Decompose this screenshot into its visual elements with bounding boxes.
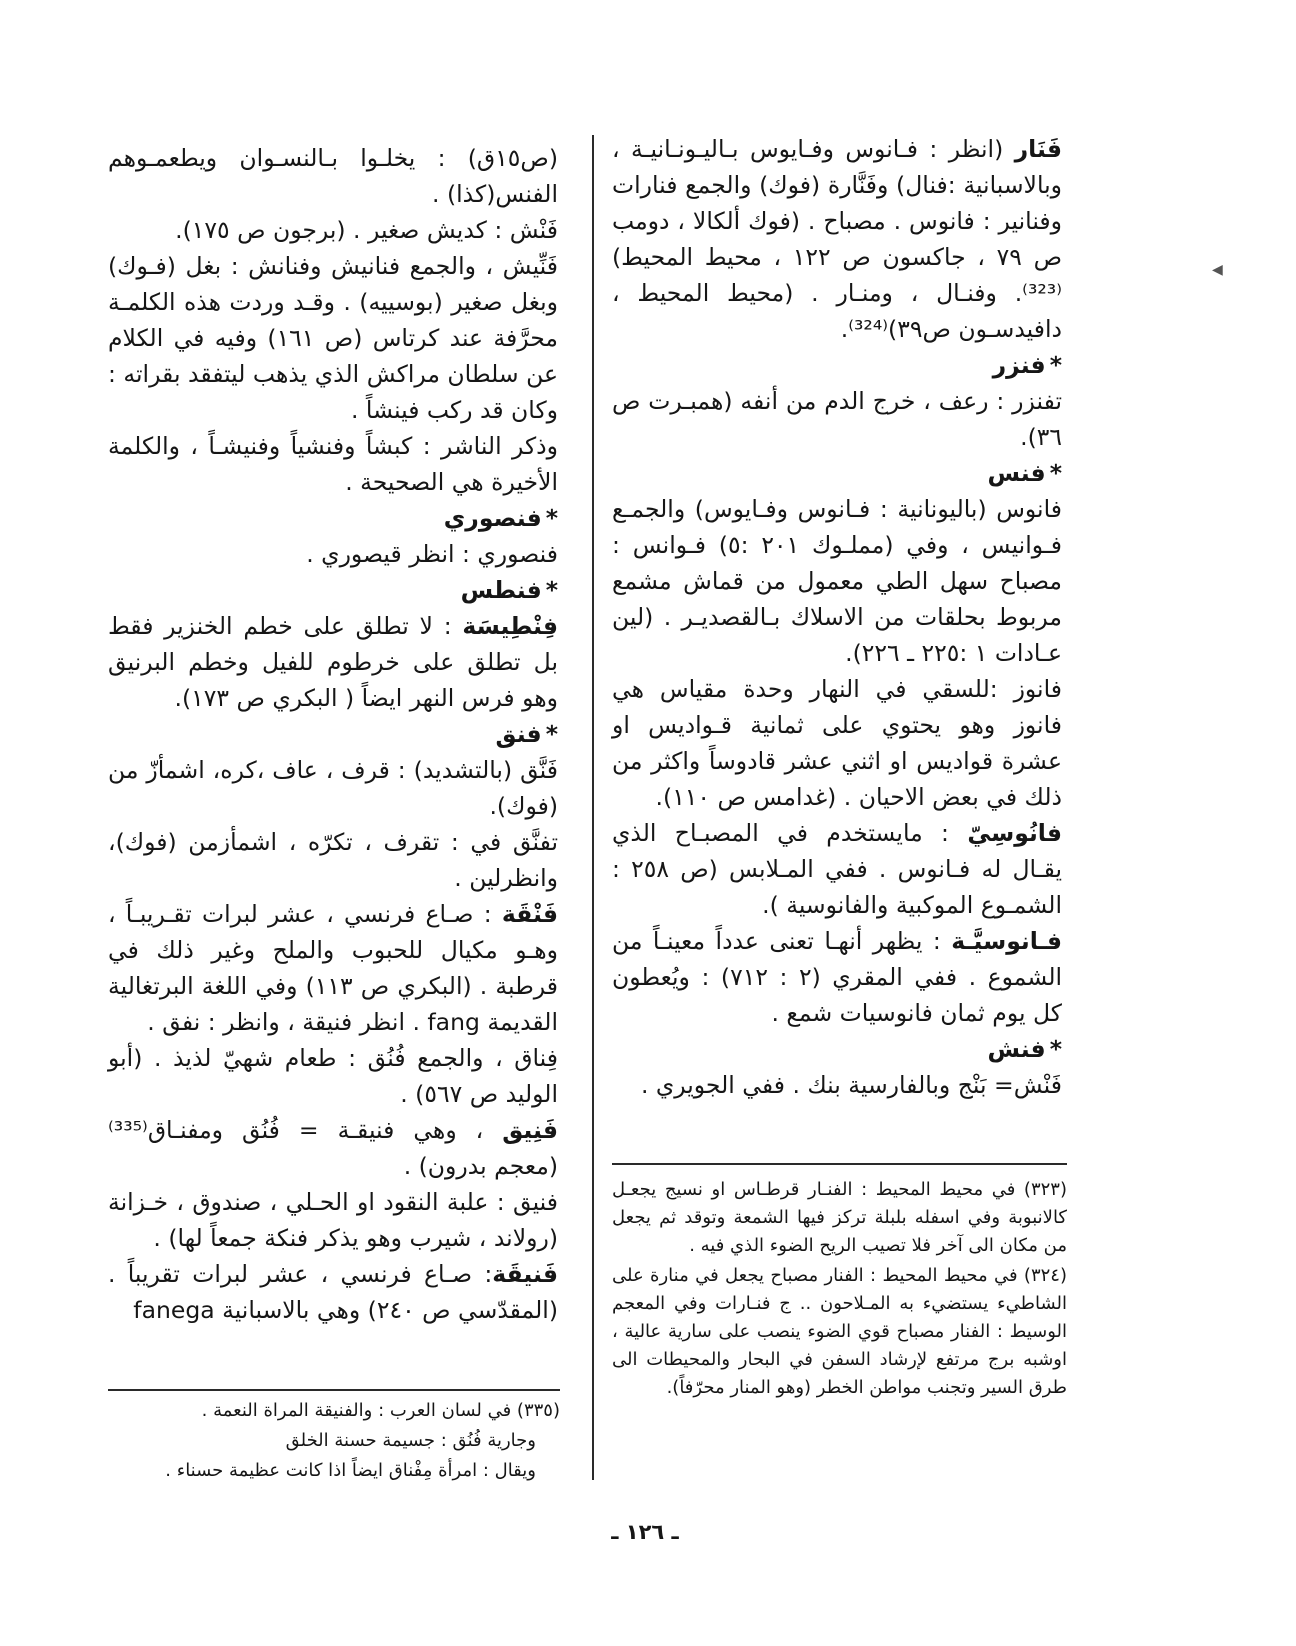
- asterisk-icon: *: [545, 504, 558, 532]
- footnote-324: (٣٢٤) في محيط المحيط : الفنار مصباح يجعل في منارة على الشاطيء يستضيء به المـلاحون .. ج فنـارات وفي المعجم الوسيط : الفنار مصباح قوي الضوء ينصب على سارية عالية ، اوشبه برج مرتفع لإرشاد السفن في البحار والمحيطات الى طرق السير وتجنب مواطن الخطر (وهو المنار محرّفاً).: [612, 1265, 1067, 1398]
- entry-text: تفنزر : رعف ، خرج الدم من أنفه (همبـرت ص ٣٦).: [612, 387, 1062, 451]
- entry-paragraph: [108, 248, 558, 428]
- entry-text: فنيق : علبة النقود او الحـلي ، صندوق ، خـزانة (رولاند ، شيرب وهو يذكر فنكة جمعاً لها) .: [108, 1188, 558, 1252]
- entry-paragraph: [108, 536, 558, 572]
- right-column: [612, 131, 1062, 1103]
- left-column: [108, 140, 558, 1328]
- entry-term: فـانوسيَّـة: [951, 927, 1062, 955]
- entry-text: فَنْش : كديش صغير . (برجون ص ١٧٥).: [175, 216, 558, 244]
- entry-text: ، وهي فنيقـة = فُنُق ومفنـاق⁽³³⁵⁾ (معجم بدرون) .: [108, 1116, 558, 1180]
- footnote-rule-left: [108, 1389, 560, 1391]
- entry-paragraph: [612, 383, 1062, 455]
- entry-term: فَنَار: [1014, 135, 1062, 163]
- asterisk-icon: *: [1049, 459, 1062, 487]
- entry-text: : صـاع فرنسي ، عشر لبرات تقريباً . (المقدّسي ص ٢٤٠) وهي بالاسبانية fanega: [108, 1260, 558, 1324]
- footnote-335-line-2: وجارية فُنُق : جسيمة حسنة الخلق: [285, 1430, 536, 1451]
- footnote-335-line-3: ويقال : امرأة مِفْناق ايضاً اذا كانت عظيمة حسناء .: [165, 1460, 536, 1481]
- entry-paragraph: [108, 896, 558, 1040]
- entry-paragraph: [108, 824, 558, 896]
- entry-paragraph: [108, 140, 558, 212]
- footnotes-right: [612, 1176, 1067, 1404]
- asterisk-icon: *: [1049, 1035, 1062, 1063]
- entry-text: فِناق ، والجمع فُنُق : طعام شهيّ لذيذ . (أبو الوليد ص ٥٦٧) .: [108, 1044, 558, 1108]
- footnote-335: (٣٣٥) في لسان العرب : والفنيقة المراة النعمة .: [201, 1400, 560, 1421]
- heading-text: فنطس: [460, 576, 542, 604]
- entry-heading: [108, 716, 558, 752]
- entry-term: فِنْطِيسَة: [462, 612, 558, 640]
- entry-text: : لا تطلق على خطم الخنزير فقط بل تطلق على خرطوم للفيل وخطم البرنيق وهو فرس النهر ايضاً ( البكري ص ١٧٣).: [108, 612, 558, 712]
- asterisk-icon: *: [1049, 351, 1062, 379]
- entry-paragraph: [108, 1040, 558, 1112]
- entry-paragraph: [612, 923, 1062, 1031]
- entry-text: فنصوري : انظر قيصوري .: [306, 540, 558, 568]
- entry-paragraph: [108, 1184, 558, 1256]
- entry-paragraph: [612, 671, 1062, 815]
- entry-heading: [612, 347, 1062, 383]
- asterisk-icon: *: [545, 720, 558, 748]
- heading-text: فنش: [987, 1035, 1046, 1063]
- margin-arrow-icon: ◀: [1212, 262, 1223, 278]
- entry-heading: [612, 1031, 1062, 1067]
- entry-term: فَنِيق: [502, 1116, 558, 1144]
- entry-text: تفنَّق في : تقرف ، تكرّه ، اشمأزمن (فوك)، وانظرلين .: [108, 828, 558, 892]
- entry-paragraph: [108, 428, 558, 500]
- entry-text: وذكر الناشر : كبشاً وفنشياً وفنيشـاً ، والكلمة الأخيرة هي الصحيحة .: [108, 432, 558, 496]
- heading-text: فنصوري: [443, 504, 542, 532]
- entry-term: فانُوسِيّ: [967, 819, 1062, 847]
- heading-text: فنس: [987, 459, 1046, 487]
- entry-term: فَنيقَة: [492, 1260, 558, 1288]
- entry-text: (ص١٥ق) : يخلـوا بـالنسـوان ويطعمـوهم الفنس(كذا) .: [108, 144, 558, 208]
- entry-text: فانوس (باليونانية : فـانوس وفـايوس) والجمـع فـوانيس ، وفي (مملـوك ٢٠١ :٥) فـوانس : مصباح سهل الطي معمول من قماش مشمع مربوط بحلقات من الاسلاك بـالقصديـر . (لين عـادات ١ :٢٢٥ ـ ٢٢٦).: [612, 495, 1063, 667]
- entry-term: فَنْقَة: [501, 900, 558, 928]
- entry-text: : يظهر أنهـا تعنى عدداً معينـاً من الشموع . ففي المقري (٢ : ٧١٢) : ويُعطون كل يوم ثمان فانوسيات شمع .: [612, 927, 1063, 1027]
- footnote-323: (٣٢٣) في محيط المحيط : الفنـار قرطـاس او نسيج يجعـل كالانبوبة وفي اسفله بلبلة تركز فيها الشمعة وتوقد ثم يجعل من مكان الى آخر فلا تصيب الريح الضوء الذي فيه .: [612, 1179, 1067, 1256]
- entry-heading: [108, 500, 558, 536]
- entry-paragraph: [612, 491, 1062, 671]
- entry-text: : صـاع فرنسي ، عشر لبرات تقـريبـاً ، وهـو مكيال للحبوب والملح وغير ذلك في قرطبة . (البكري ص ١١٣) وفي اللغة البرتغالية القديمة fang . انظر فنيقة ، وانظر : نفق .: [108, 900, 558, 1036]
- entry-text: (انظر : فـانوس وفـايوس بـاليـونـانيـة ، وبالاسبانية :فنال) وفَنَّارة (فوك) والجمع فنارات وفنانير : فانوس . مصباح . (فوك ألكالا ، دومب ص ٧٩ ، جاكسون ص ١٢٢ ، محيط المحيط)⁽³²³⁾. وفنـال ، ومنـار . (محيط المحيط ، دافيدسـون ص٣٩)⁽³²⁴⁾.: [612, 135, 1062, 343]
- entry-paragraph: [108, 752, 558, 824]
- column-divider: [592, 135, 594, 1480]
- heading-text: فنزر: [992, 351, 1046, 379]
- entry-paragraph: [108, 212, 558, 248]
- entry-paragraph: [108, 1112, 558, 1184]
- page-number: ـ ١٢٦ ـ: [611, 1520, 679, 1544]
- footnote-rule-right: [612, 1163, 1067, 1165]
- entry-text: فَنْش= بَنْج وبالفارسية بنك . ففي الجويري .: [640, 1071, 1062, 1099]
- entry-text: فانوز :للسقي في النهار وحدة مقياس هي فانوز وهو يحتوي على ثمانية قـواديس او عشرة قواديس او اثني عشر قادوساً واكثر من ذلك في بعض الاحيان . (غدامس ص ١١٠).: [612, 675, 1062, 811]
- entry-heading: [612, 455, 1062, 491]
- asterisk-icon: *: [545, 576, 558, 604]
- entry-paragraph: [612, 815, 1062, 923]
- heading-text: فنق: [495, 720, 542, 748]
- entry-text: فَنِّيش ، والجمع فنانيش وفنانش : بغل (فـوك) وبغل صغير (بوسييه) . وقـد وردت هذه الكلمـة محرَّفة عند كرتاس (ص ١٦١) وفيه في الكلام عن سلطان مراكش الذي يذهب ليتفقد بقراته : وكان قد ركب فينشاً .: [108, 252, 558, 424]
- entry-paragraph: [108, 1256, 558, 1328]
- entry-text: : مايستخدم في المصبـاح الذي يقـال له فـانوس . ففي المـلابس (ص ٢٥٨ : الشمـوع الموكبية والفانوسية ).: [612, 819, 1063, 919]
- footnotes-left: [108, 1397, 560, 1487]
- entry-paragraph: [108, 608, 558, 716]
- entry-paragraph: [612, 1067, 1062, 1103]
- entry-text: فَنَّق (بالتشديد) : قرف ، عاف ،كره، اشمأزّ من (فوك).: [108, 756, 558, 820]
- entry-heading: [108, 572, 558, 608]
- entry-paragraph: [612, 131, 1062, 347]
